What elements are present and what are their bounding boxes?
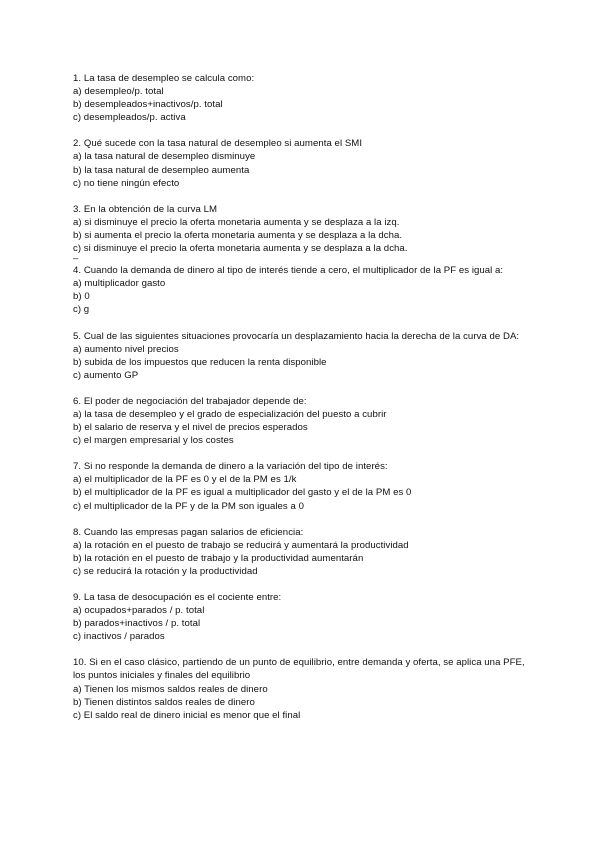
answer-option-a: a) la tasa natural de desempleo disminuye	[73, 151, 256, 163]
question-7	[73, 460, 533, 512]
answer-option-c: c) el multiplicador de la PF y de la PM son iguales a 0	[73, 500, 304, 512]
question-stem: 4. Cuando la demanda de dinero al tipo de interés tiende a cero, el multiplicador de la PF es igual a:	[73, 265, 504, 277]
answer-option-c: c) si disminuye el precio la oferta monetaria aumenta y se desplaza a la dcha.	[73, 243, 408, 255]
answer-option-b: b) la tasa natural de desempleo aumenta	[73, 164, 250, 176]
answer-option-c: c) inactivos / parados	[73, 631, 165, 643]
answer-option-a: a) Tienen los mismos saldos reales de dinero	[73, 683, 268, 695]
question-stem: 1. La tasa de desempleo se calcula como:	[73, 73, 255, 84]
question-1	[73, 72, 533, 124]
answer-option-c: c) se reducirá la rotación y la productividad	[73, 565, 258, 577]
answer-option-a: a) desempleo/p. total	[73, 86, 164, 98]
answer-option-c: c) desempleados/p. activa	[73, 112, 186, 124]
question-stem: 8. Cuando las empresas pagan salarios de eficiencia:	[73, 526, 304, 538]
answer-option-a: a) el multiplicador de la PF es 0 y el de la PM es 1/k	[73, 474, 297, 486]
answer-option-c: c) aumento GP	[73, 369, 139, 381]
question-2	[73, 137, 533, 189]
question-6	[73, 395, 533, 447]
question-3	[73, 203, 533, 264]
question-stem: 7. Si no responde la demanda de dinero a la variación del tipo de interés:	[73, 461, 388, 473]
answer-option-c: c) g	[73, 304, 90, 316]
question-5	[73, 330, 533, 382]
question-stem: 6. El poder de negociación del trabajador depende de:	[73, 395, 307, 407]
answer-option-b: b) desempleados+inactivos/p. total	[73, 99, 223, 111]
answer-option-a: a) la tasa de desempleo y el grado de especialización del puesto a cubrir	[73, 408, 387, 420]
answer-option-b: b) la rotación en el puesto de trabajo y la productividad aumentarán	[73, 552, 364, 564]
answer-option-a: a) la rotación en el puesto de trabajo se reducirá y aumentará la productividad	[73, 539, 409, 551]
exam-page	[73, 72, 533, 735]
answer-option-b: b) si aumenta el precio la oferta monetaria aumenta y se desplaza a la dcha.	[73, 229, 403, 241]
answer-option-a: a) si disminuye el precio la oferta monetaria aumenta y se desplaza a la izq.	[73, 216, 400, 228]
question-stem: 2. Qué sucede con la tasa natural de desempleo si aumenta el SMI	[73, 138, 363, 150]
answer-option-b: b) el multiplicador de la PF es igual a multiplicador del gasto y el de la PM es 0	[73, 487, 412, 499]
answer-option-b: b) parados+inactivos / p. total	[73, 618, 201, 630]
question-stem: 3. En la obtención de la curva LM	[73, 203, 218, 215]
question-stem: 9. La tasa de desocupación es el cociente entre:	[73, 592, 282, 603]
question-stem: 10. Si en el caso clásico, partiendo de un punto de equilibrio, entre demanda y oferta, se aplica una PFE, los puntos iniciales y finales del equilibrio	[73, 657, 525, 682]
answer-option-a: a) multiplicador gasto	[73, 278, 166, 290]
question-8	[73, 526, 533, 578]
question-10	[73, 656, 533, 721]
question-4	[73, 264, 533, 316]
answer-option-b: b) 0	[73, 291, 90, 303]
separator-dash: –	[73, 253, 79, 265]
answer-option-b: b) Tienen distintos saldos reales de dinero	[73, 696, 255, 708]
question-9	[73, 591, 533, 643]
answer-option-c: c) El saldo real de dinero inicial es menor que el final	[73, 709, 301, 721]
answer-option-b: b) subida de los impuestos que reducen la renta disponible	[73, 356, 327, 368]
answer-option-c: c) no tiene ningún efecto	[73, 177, 180, 189]
answer-option-b: b) el salario de reserva y el nivel de precios esperados	[73, 422, 308, 434]
question-stem: 5. Cual de las siguientes situaciones provocaría un desplazamiento hacia la derecha de la curva de DA:	[73, 330, 520, 342]
answer-option-a: a) aumento nivel precios	[73, 343, 179, 355]
answer-option-a: a) ocupados+parados / p. total	[73, 605, 205, 617]
answer-option-c: c) el margen empresarial y los costes	[73, 435, 234, 447]
